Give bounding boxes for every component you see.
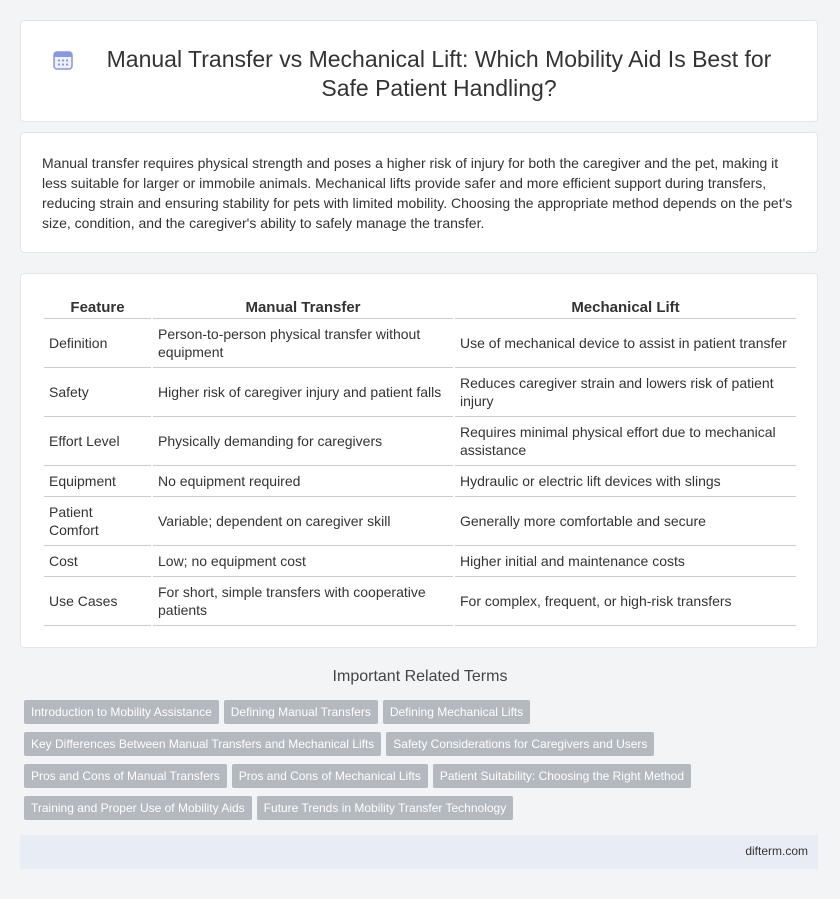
table-row xyxy=(44,368,796,417)
table-header-row xyxy=(44,296,796,319)
calendar-icon xyxy=(51,48,75,72)
related-term-tag[interactable]: Safety Considerations for Caregivers and Users xyxy=(386,732,654,756)
table-row xyxy=(44,417,796,466)
header-mechanical-lift: Mechanical Lift xyxy=(455,296,796,319)
row-mechanical: Higher initial and maintenance costs xyxy=(455,546,796,577)
row-feature: Definition xyxy=(44,319,151,368)
row-mechanical: Requires minimal physical effort due to mechanical assistance xyxy=(455,417,796,466)
related-term-tag[interactable]: Patient Suitability: Choosing the Right Method xyxy=(433,764,691,788)
title-card xyxy=(20,20,818,122)
row-manual: Higher risk of caregiver injury and patient falls xyxy=(153,368,453,417)
footer xyxy=(20,835,818,869)
related-term-tag[interactable]: Future Trends in Mobility Transfer Technology xyxy=(257,796,514,820)
row-manual: Person-to-person physical transfer without equipment xyxy=(153,319,453,368)
related-term-tag[interactable]: Training and Proper Use of Mobility Aids xyxy=(24,796,252,820)
related-term-tag[interactable]: Defining Mechanical Lifts xyxy=(383,700,530,724)
comparison-table xyxy=(42,296,798,626)
row-manual: Physically demanding for caregivers xyxy=(153,417,453,466)
header-manual-transfer: Manual Transfer xyxy=(153,296,453,319)
row-manual: Variable; dependent on caregiver skill xyxy=(153,497,453,546)
header-feature: Feature xyxy=(44,296,151,319)
row-mechanical: Use of mechanical device to assist in patient transfer xyxy=(455,319,796,368)
row-feature: Safety xyxy=(44,368,151,417)
related-terms-list xyxy=(24,700,814,828)
related-term-tag[interactable]: Key Differences Between Manual Transfers and Mechanical Lifts xyxy=(24,732,381,756)
table-row xyxy=(44,577,796,626)
row-feature: Equipment xyxy=(44,466,151,497)
table-row xyxy=(44,319,796,368)
related-term-tag[interactable]: Pros and Cons of Manual Transfers xyxy=(24,764,227,788)
row-mechanical: Reduces caregiver strain and lowers risk of patient injury xyxy=(455,368,796,417)
row-manual: For short, simple transfers with cooperative patients xyxy=(153,577,453,626)
row-feature: Effort Level xyxy=(44,417,151,466)
related-term-tag[interactable]: Introduction to Mobility Assistance xyxy=(24,700,219,724)
related-terms-heading: Important Related Terms xyxy=(332,668,508,685)
row-manual: Low; no equipment cost xyxy=(153,546,453,577)
related-term-tag[interactable]: Pros and Cons of Mechanical Lifts xyxy=(232,764,428,788)
intro-card xyxy=(20,132,818,253)
table-row xyxy=(44,546,796,577)
row-mechanical: For complex, frequent, or high-risk transfers xyxy=(455,577,796,626)
table-row xyxy=(44,497,796,546)
row-feature: Patient Comfort xyxy=(44,497,151,546)
footer-site-link[interactable]: difterm.com xyxy=(745,844,808,858)
row-feature: Use Cases xyxy=(44,577,151,626)
row-feature: Cost xyxy=(44,546,151,577)
page-title: Manual Transfer vs Mechanical Lift: Which Mobility Aid Is Best for Safe Patient Handling? xyxy=(106,46,772,101)
related-term-tag[interactable]: Defining Manual Transfers xyxy=(224,700,378,724)
table-row xyxy=(44,466,796,497)
intro-paragraph: Manual transfer requires physical strength and poses a higher risk of injury for both the caregiver and the pet, making it less suitable for larger or immobile animals. Mechanical lifts provide safer and more efficient support during transfers, reducing strain and ensuring stability for pets with limited mobility. Choosing the appropriate method depends on the pet's size, condition, and the caregiver's ability to safely manage the transfer. xyxy=(42,155,793,231)
row-mechanical: Generally more comfortable and secure xyxy=(455,497,796,546)
row-mechanical: Hydraulic or electric lift devices with slings xyxy=(455,466,796,497)
comparison-card xyxy=(20,273,818,648)
row-manual: No equipment required xyxy=(153,466,453,497)
